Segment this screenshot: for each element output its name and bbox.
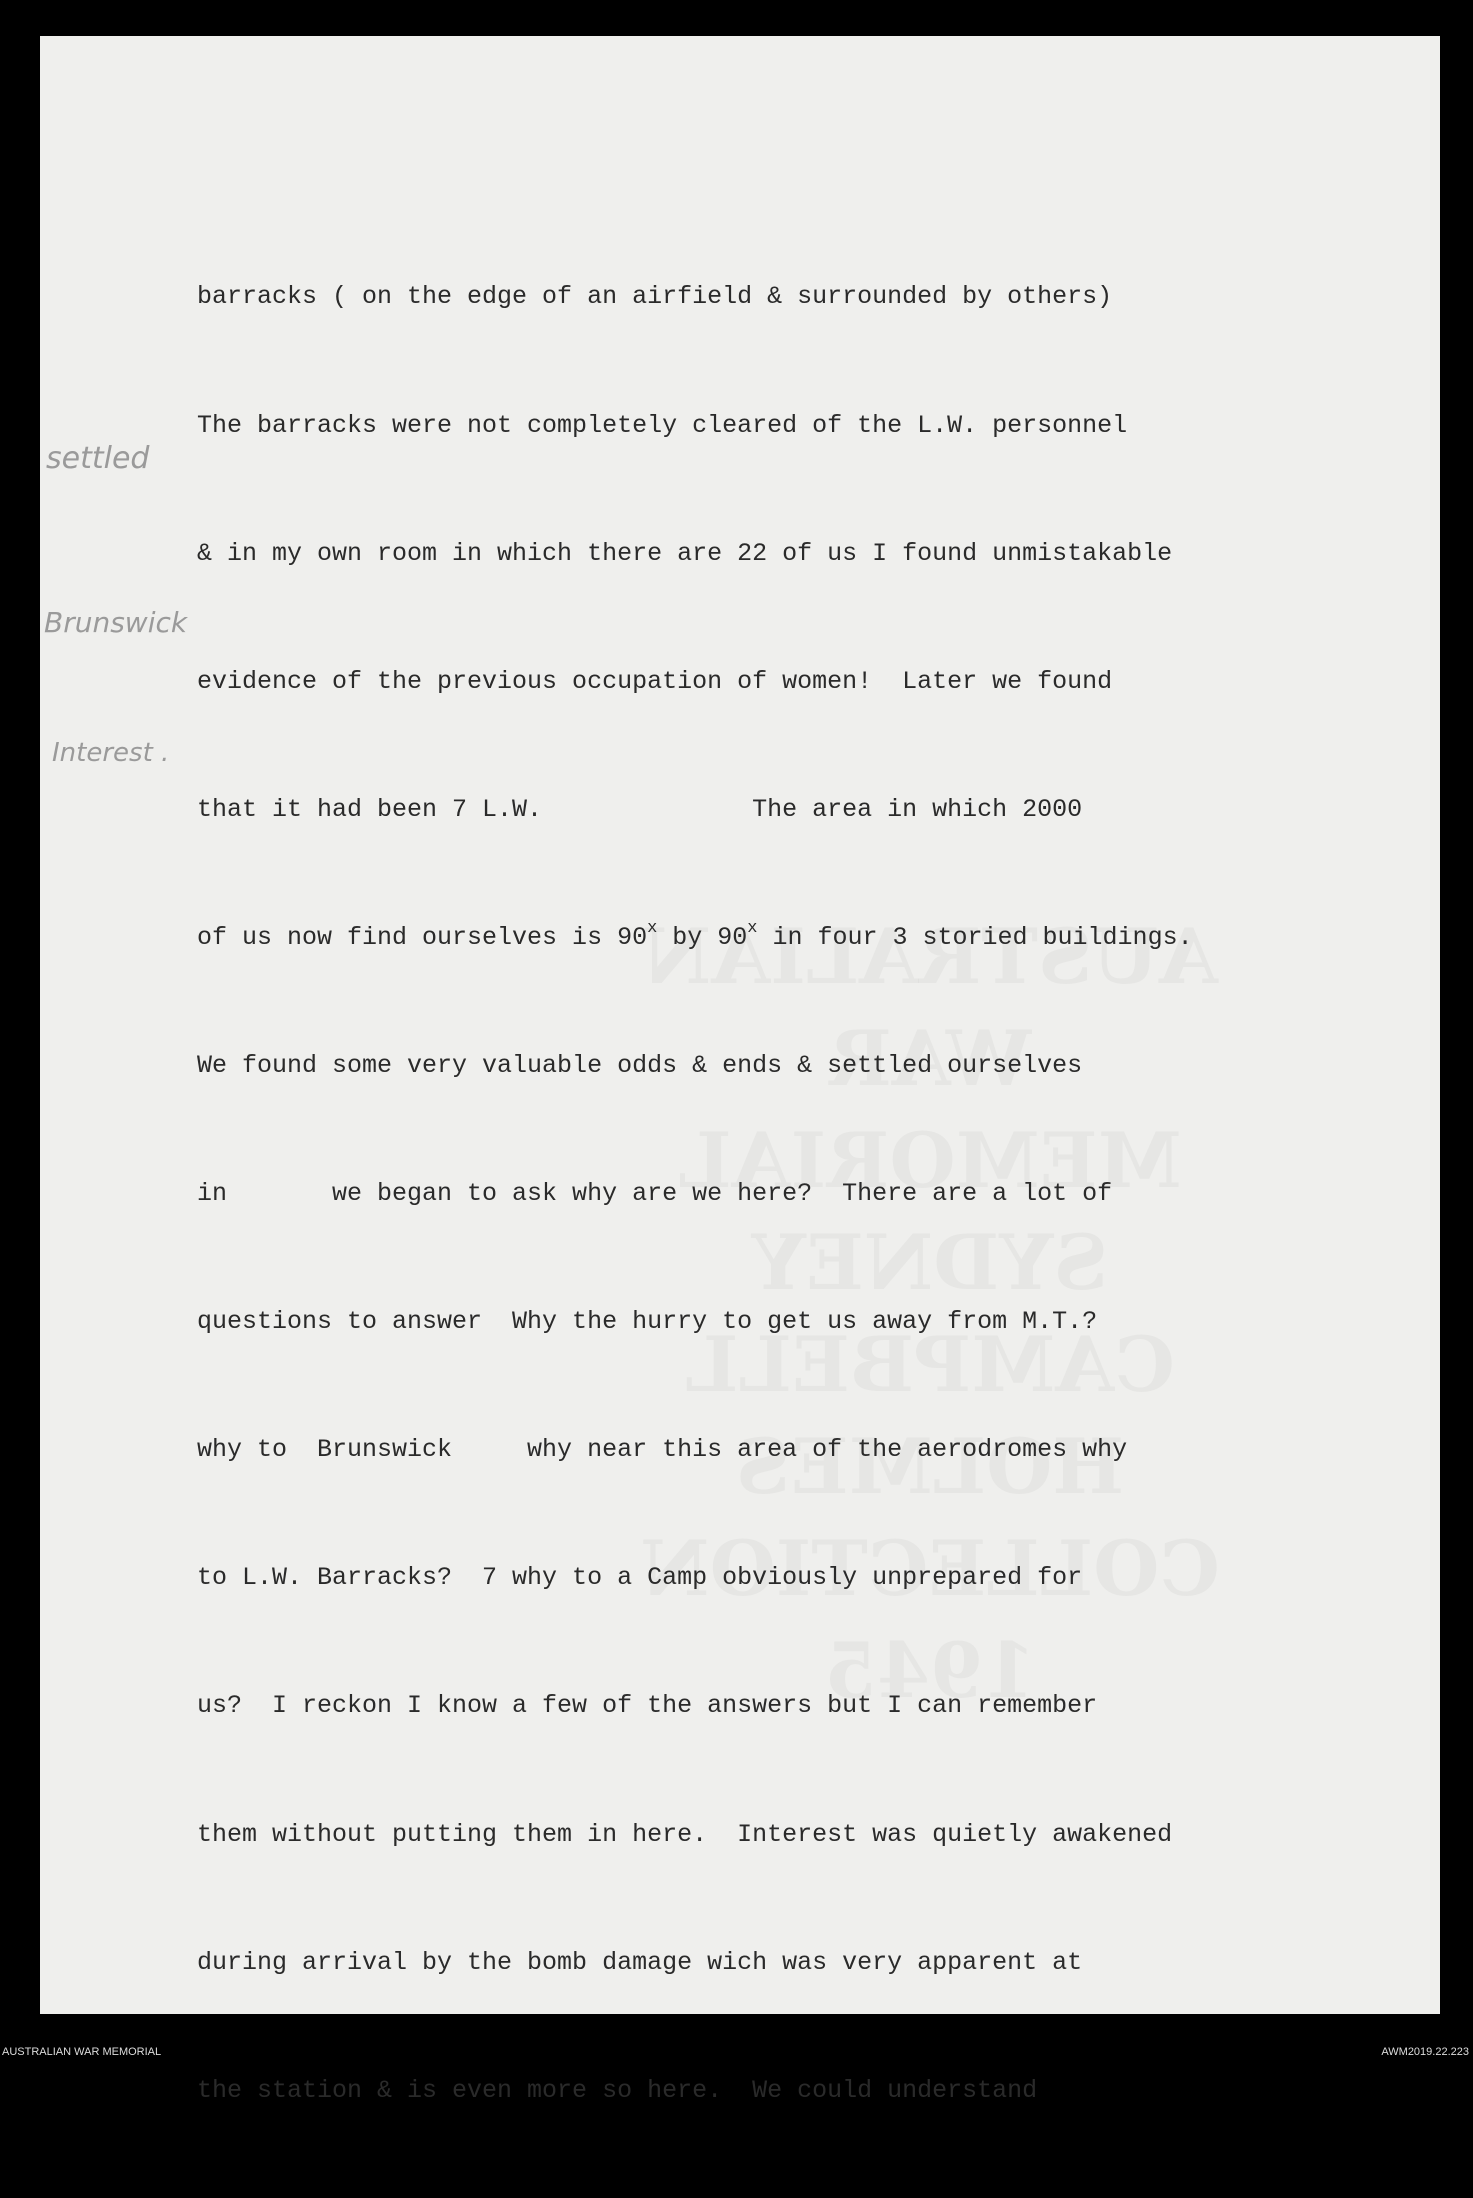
text-line: during arrival by the bomb damage wich was very apparent at: [197, 1947, 1083, 1977]
text-line: them without putting them in here. Interest was quietly awakened: [197, 1819, 1173, 1849]
text-line: to L.W. Barracks? 7 why to a Camp obviously unprepared for: [197, 1563, 1083, 1593]
text-line-with-superscripts: [197, 917, 1193, 960]
text-line: barracks ( on the edge of an airfield & surrounded by others): [197, 282, 1113, 312]
footer-accession-number: AWM2019.22.223: [1381, 2046, 1469, 2058]
text-fragment: by 90: [657, 922, 748, 952]
footer-institution: AUSTRALIAN WAR MEMORIAL: [2, 2046, 162, 2058]
margin-note-settled: settled: [46, 441, 150, 476]
text-line: us? I reckon I know a few of the answers but I can remember: [197, 1691, 1098, 1721]
text-line: that it had been 7 L.W. The area in which 2000: [197, 794, 1083, 824]
superscript: x: [647, 918, 658, 938]
text-line: the station & is even more so here. We could understand: [197, 2075, 1038, 2105]
text-line: The barracks were not completely cleared of the L.W. personnel: [197, 410, 1128, 440]
text-line: We found some very valuable odds & ends & settled ourselves: [197, 1050, 1083, 1080]
margin-note-brunswick: Brunswick: [44, 606, 188, 639]
typed-text-body: [197, 191, 1193, 2198]
text-line: why to Brunswick why near this area of the aerodromes why: [197, 1435, 1128, 1465]
text-fragment: in four 3 storied buildings.: [757, 922, 1193, 952]
text-line: evidence of the previous occupation of women! Later we found: [197, 666, 1113, 696]
text-line: in we began to ask why are we here? There are a lot of: [197, 1179, 1113, 1209]
superscript: x: [747, 918, 758, 938]
text-line: & in my own room in which there are 22 of us I found unmistakable: [197, 538, 1173, 568]
text-fragment: of us now find ourselves is 90: [197, 922, 648, 952]
text-line: questions to answer Why the hurry to get us away from M.T.?: [197, 1307, 1098, 1337]
margin-note-interest: Interest .: [52, 738, 170, 768]
